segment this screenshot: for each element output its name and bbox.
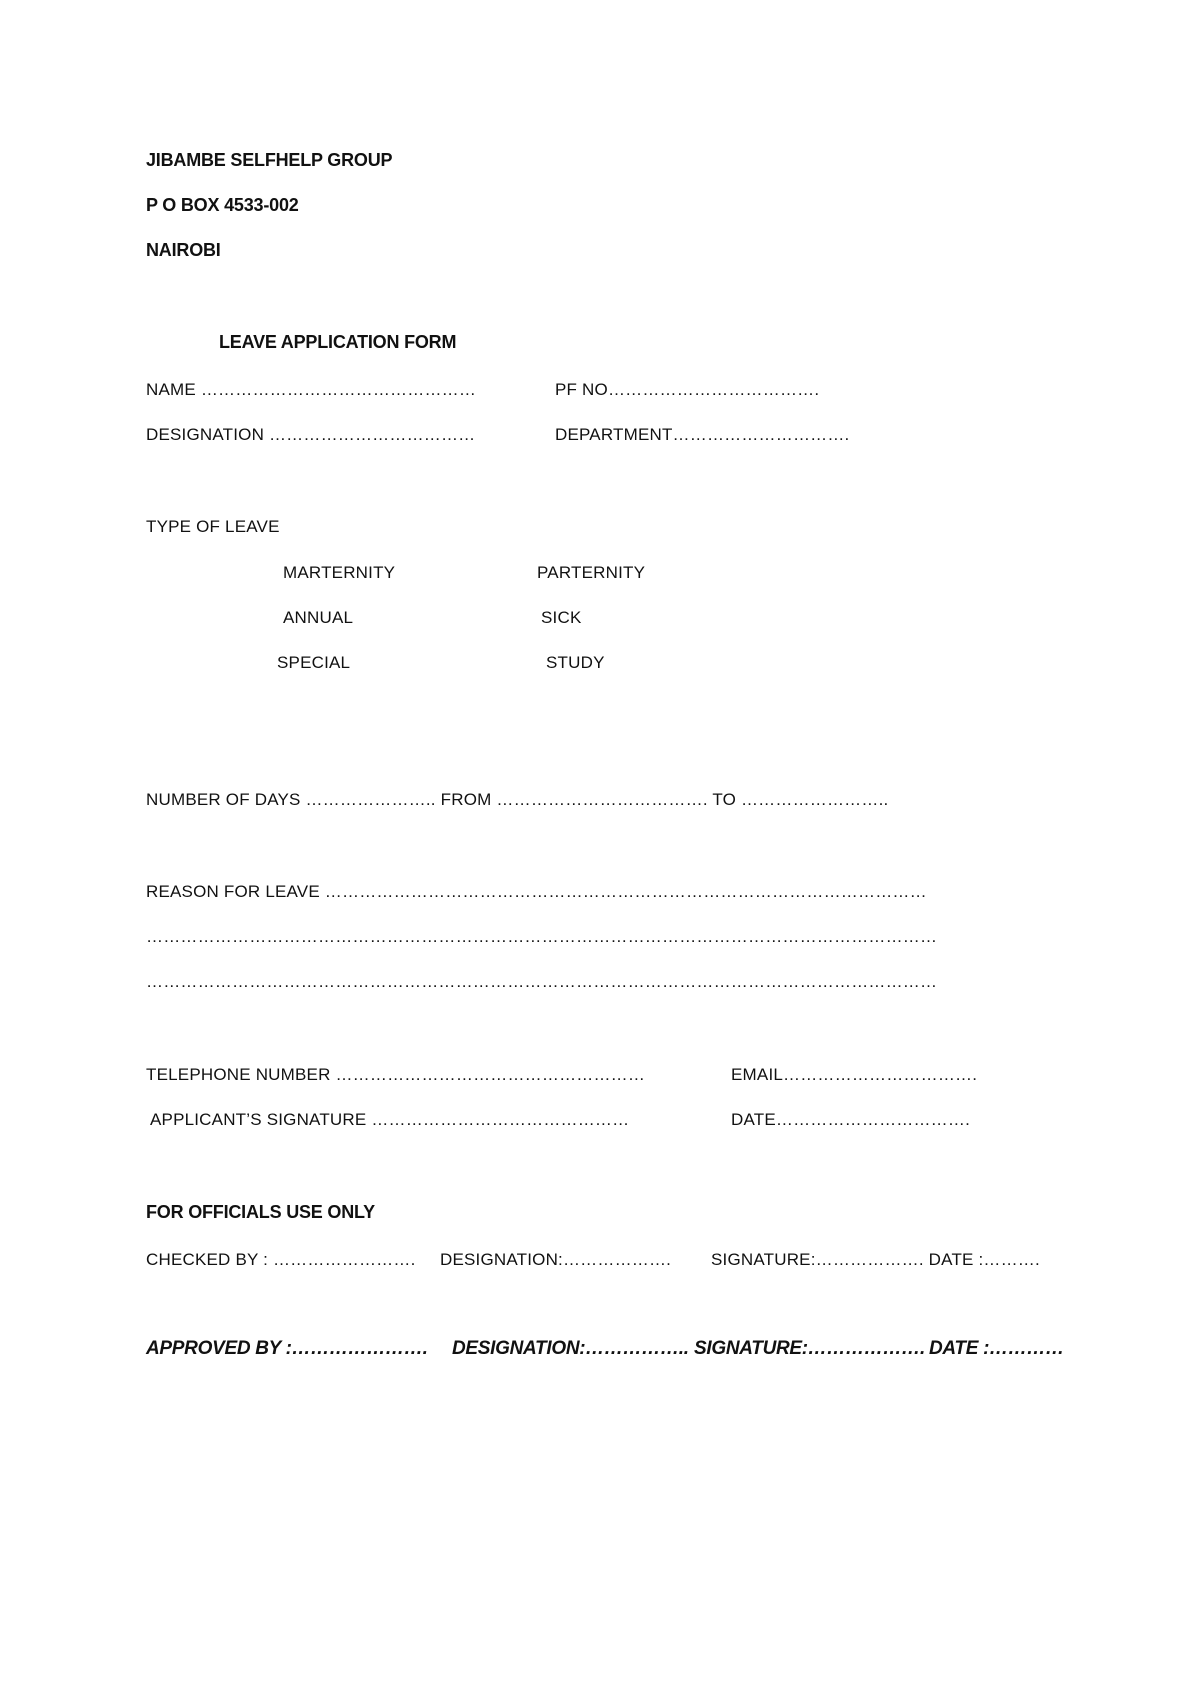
designation-field[interactable]: DESIGNATION ……………………………… (146, 425, 476, 444)
reason-field[interactable]: REASON FOR LEAVE …………………………………………………………………………………………… (146, 882, 927, 901)
checked-signature-date-field[interactable]: SIGNATURE:………………. DATE :………. (711, 1250, 1040, 1269)
officials-heading: FOR OFFICIALS USE ONLY (146, 1202, 375, 1222)
email-field[interactable]: EMAIL……………………………. (731, 1065, 978, 1084)
approved-signature-field[interactable]: SIGNATURE:………………. (694, 1338, 925, 1359)
leave-option-sick[interactable]: SICK (541, 608, 582, 627)
type-of-leave-label: TYPE OF LEAVE (146, 517, 280, 536)
org-name: JIBAMBE SELFHELP GROUP (146, 150, 393, 170)
reason-line[interactable]: ………………………………………………………………………………………………………………………… (146, 927, 938, 946)
form-title: LEAVE APPLICATION FORM (219, 332, 457, 352)
approved-date-field[interactable]: DATE :………… (929, 1338, 1064, 1359)
pf-no-field[interactable]: PF NO………………………………. (555, 380, 820, 399)
po-box: P O BOX 4533-002 (146, 195, 299, 215)
department-field[interactable]: DEPARTMENT…………………………. (555, 425, 850, 444)
telephone-field[interactable]: TELEPHONE NUMBER ……………………………………………… (146, 1065, 646, 1084)
city: NAIROBI (146, 240, 221, 260)
date-field[interactable]: DATE……………………………. (731, 1110, 971, 1129)
approved-by-field[interactable]: APPROVED BY :…………………. (146, 1338, 428, 1359)
leave-option-maternity[interactable]: MARTERNITY (283, 563, 396, 582)
name-field[interactable]: NAME ………………………………………… (146, 380, 477, 399)
number-of-days-field[interactable]: NUMBER OF DAYS ………………….. FROM ………………………………. TO …………………….. (146, 790, 889, 809)
applicant-signature-field[interactable]: APPLICANT’S SIGNATURE ……………………………………… (146, 1110, 630, 1129)
checked-designation-field[interactable]: DESIGNATION:………………. (440, 1250, 672, 1269)
leave-option-special[interactable]: SPECIAL (277, 653, 351, 672)
reason-line[interactable]: ………………………………………………………………………………………………………………………… (146, 972, 938, 991)
leave-option-annual[interactable]: ANNUAL (283, 608, 354, 627)
checked-by-field[interactable]: CHECKED BY : ……………………. (146, 1250, 416, 1269)
leave-option-paternity[interactable]: PARTERNITY (537, 563, 646, 582)
approved-designation-field[interactable]: DESIGNATION:…………….. (452, 1338, 689, 1359)
leave-option-study[interactable]: STUDY (546, 653, 605, 672)
